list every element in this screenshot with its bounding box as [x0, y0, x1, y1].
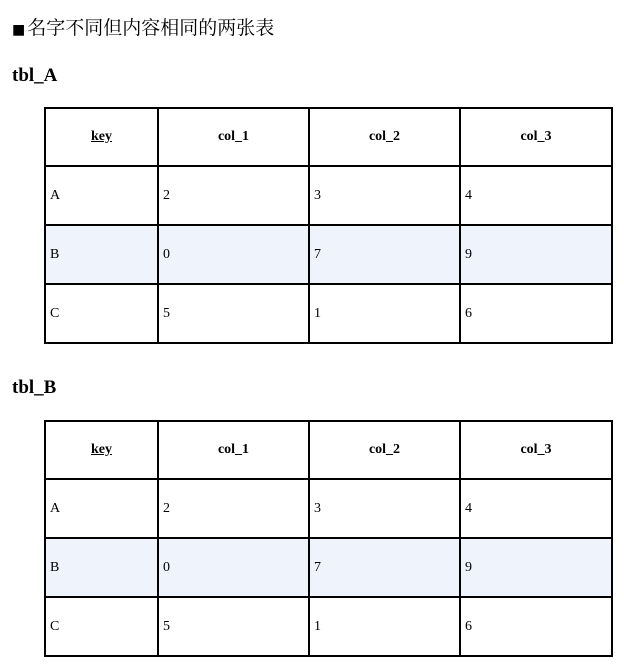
cell-col-1: 0: [158, 538, 309, 597]
header-col-2: col_2: [309, 421, 460, 479]
table-row: [45, 479, 612, 538]
cell-col-1: 0: [158, 225, 309, 284]
table-b: [44, 420, 613, 657]
cell-col-2: 3: [309, 166, 460, 225]
cell-col-3: 6: [460, 284, 612, 343]
cell-col-1: 2: [158, 166, 309, 225]
header-key: key: [45, 108, 158, 166]
header-key: key: [45, 421, 158, 479]
cell-col-1: 5: [158, 597, 309, 656]
header-col-3: col_3: [460, 421, 612, 479]
cell-col-3: 9: [460, 538, 612, 597]
cell-col-2: 3: [309, 479, 460, 538]
heading-text: 名字不同但内容相同的两张表: [27, 17, 275, 39]
cell-col-1: 2: [158, 479, 309, 538]
cell-col-2: 1: [309, 284, 460, 343]
table-row: [45, 538, 612, 597]
header-col-1: col_1: [158, 421, 309, 479]
table-b-title: tbl_B: [12, 377, 57, 398]
header-col-2: col_2: [309, 108, 460, 166]
table-row: [45, 225, 612, 284]
header-col-1: col_1: [158, 108, 309, 166]
cell-key: C: [45, 597, 158, 656]
table-row: [45, 284, 612, 343]
cell-col-3: 6: [460, 597, 612, 656]
cell-key: B: [45, 225, 158, 284]
cell-col-3: 4: [460, 166, 612, 225]
page-heading: [12, 14, 274, 44]
table-row: [45, 597, 612, 656]
table-a: [44, 107, 613, 344]
square-bullet-icon: ■: [12, 22, 26, 38]
cell-key: A: [45, 166, 158, 225]
cell-col-3: 9: [460, 225, 612, 284]
cell-col-2: 7: [309, 225, 460, 284]
table-header-row: [45, 108, 612, 166]
cell-col-3: 4: [460, 479, 612, 538]
cell-col-2: 7: [309, 538, 460, 597]
table-row: [45, 166, 612, 225]
cell-key: A: [45, 479, 158, 538]
cell-key: C: [45, 284, 158, 343]
cell-col-2: 1: [309, 597, 460, 656]
table-header-row: [45, 421, 612, 479]
cell-col-1: 5: [158, 284, 309, 343]
table-a-title: tbl_A: [12, 65, 58, 86]
header-col-3: col_3: [460, 108, 612, 166]
cell-key: B: [45, 538, 158, 597]
